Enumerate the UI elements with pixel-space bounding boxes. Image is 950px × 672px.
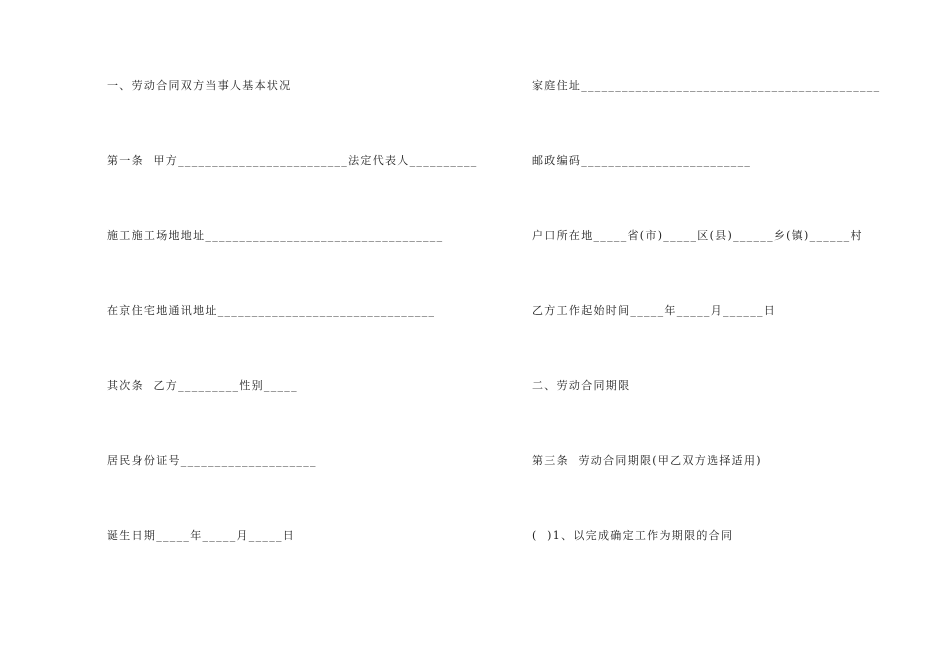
postal-code-field: 邮政编码_________________________ [532,154,752,167]
section-heading-basic-info: 一、劳动合同双方当事人基本状况 [107,79,292,92]
home-address-field: 家庭住址____________________________________________ [532,79,881,92]
beijing-address-field: 在京住宅地通讯地址________________________________ [107,304,436,317]
article-2-party-b-field: 其次条 乙方_________性别_____ [107,379,298,392]
work-start-date-field: 乙方工作起始时间_____年_____月______日 [532,304,777,317]
article-1-party-a-field: 第一条 甲方_________________________法定代表人__________ [107,154,478,167]
construction-site-address-field: 施工施工场地地址___________________________________ [107,229,444,242]
birth-date-field: 诞生日期_____年_____月_____日 [107,529,296,542]
article-3-contract-term: 第三条 劳动合同期限(甲乙双方选择适用) [532,454,762,467]
option-1-task-based-contract: ( )1、以完成确定工作为期限的合同 [532,529,734,542]
id-number-field: 居民身份证号____________________ [107,454,317,467]
section-heading-contract-term: 二、劳动合同期限 [532,379,631,392]
household-registration-field: 户口所在地_____省(市)_____区(县)______乡(镇)______村 [532,229,863,242]
